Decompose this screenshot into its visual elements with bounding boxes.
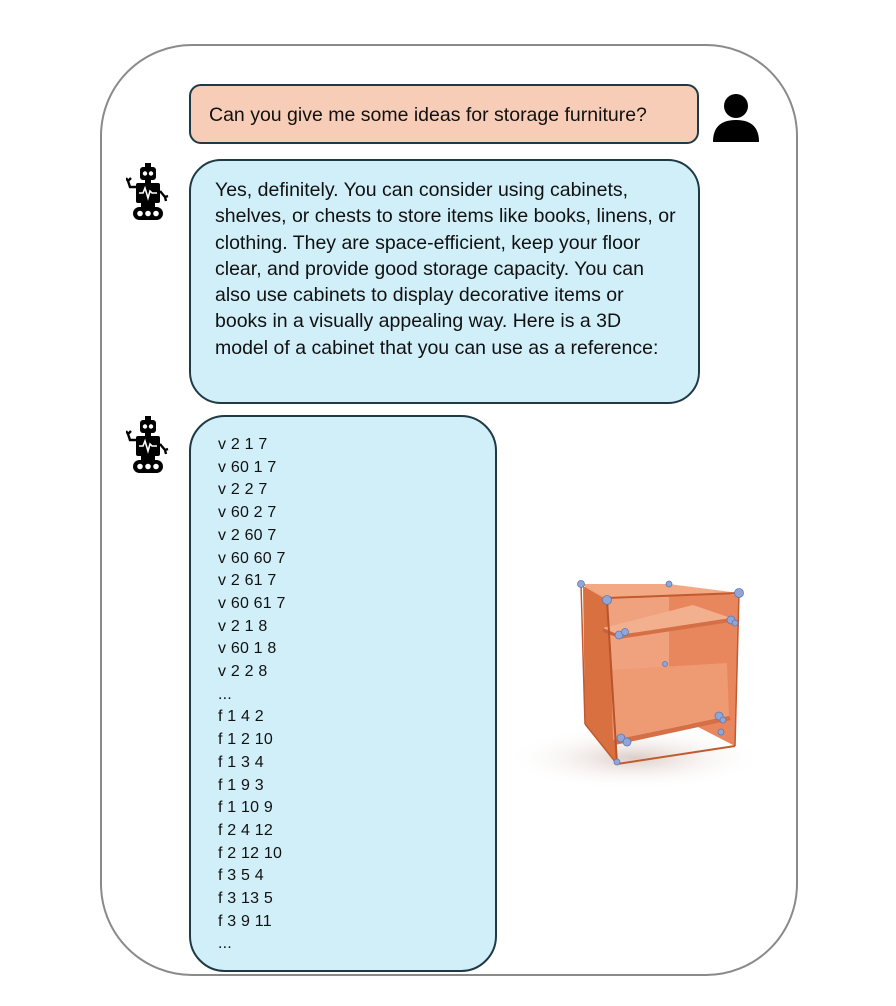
user-message-text: Can you give me some ideas for storage furniture? <box>209 104 647 126</box>
mesh-data-bubble <box>189 415 497 972</box>
user-avatar-icon <box>712 92 760 142</box>
cabinet-3d-model <box>515 520 781 788</box>
mesh-line: v 2 1 8 <box>218 617 268 635</box>
mesh-line: v 2 60 7 <box>218 526 277 544</box>
mesh-line: f 3 13 5 <box>218 890 273 908</box>
assistant-message-bubble <box>189 159 700 404</box>
user-message-bubble <box>189 84 699 144</box>
mesh-line: f 2 12 10 <box>218 844 283 862</box>
mesh-line: v 60 61 7 <box>218 594 286 612</box>
mesh-ellipsis: ... <box>218 685 232 703</box>
mesh-line: f 3 9 11 <box>218 912 272 930</box>
assistant-message-text: Yes, definitely. You can consider using cabinets, shelves, or chests to store items like books, linens, or clothing. They are space-efficient, keep your floor clear, and provide good storage capacity. You can also use cabinets to display decorative items or books in a visually appealing way. Here is a 3D model of a cabinet that you can use as a reference: <box>215 179 676 359</box>
mesh-line: v 60 1 7 <box>218 458 277 476</box>
mesh-ellipsis: ... <box>218 935 232 953</box>
mesh-line: v 2 1 7 <box>218 436 268 453</box>
mesh-line: f 1 2 10 <box>218 731 273 749</box>
mesh-line: v 60 2 7 <box>218 504 277 522</box>
mesh-line: v 2 61 7 <box>218 572 277 590</box>
robot-icon <box>126 416 170 474</box>
mesh-line: f 3 5 4 <box>218 867 264 885</box>
mesh-line: v 60 60 7 <box>218 549 286 567</box>
mesh-line: f 1 10 9 <box>218 799 273 817</box>
mesh-line: f 2 4 12 <box>218 821 273 839</box>
robot-icon <box>126 163 170 221</box>
mesh-line: v 2 2 8 <box>218 663 268 681</box>
mesh-line: v 2 2 7 <box>218 481 268 499</box>
mesh-line: f 1 3 4 <box>218 753 264 771</box>
mesh-line: v 60 1 8 <box>218 640 277 658</box>
mesh-line: f 1 4 2 <box>218 708 264 726</box>
mesh-line: f 1 9 3 <box>218 776 264 794</box>
